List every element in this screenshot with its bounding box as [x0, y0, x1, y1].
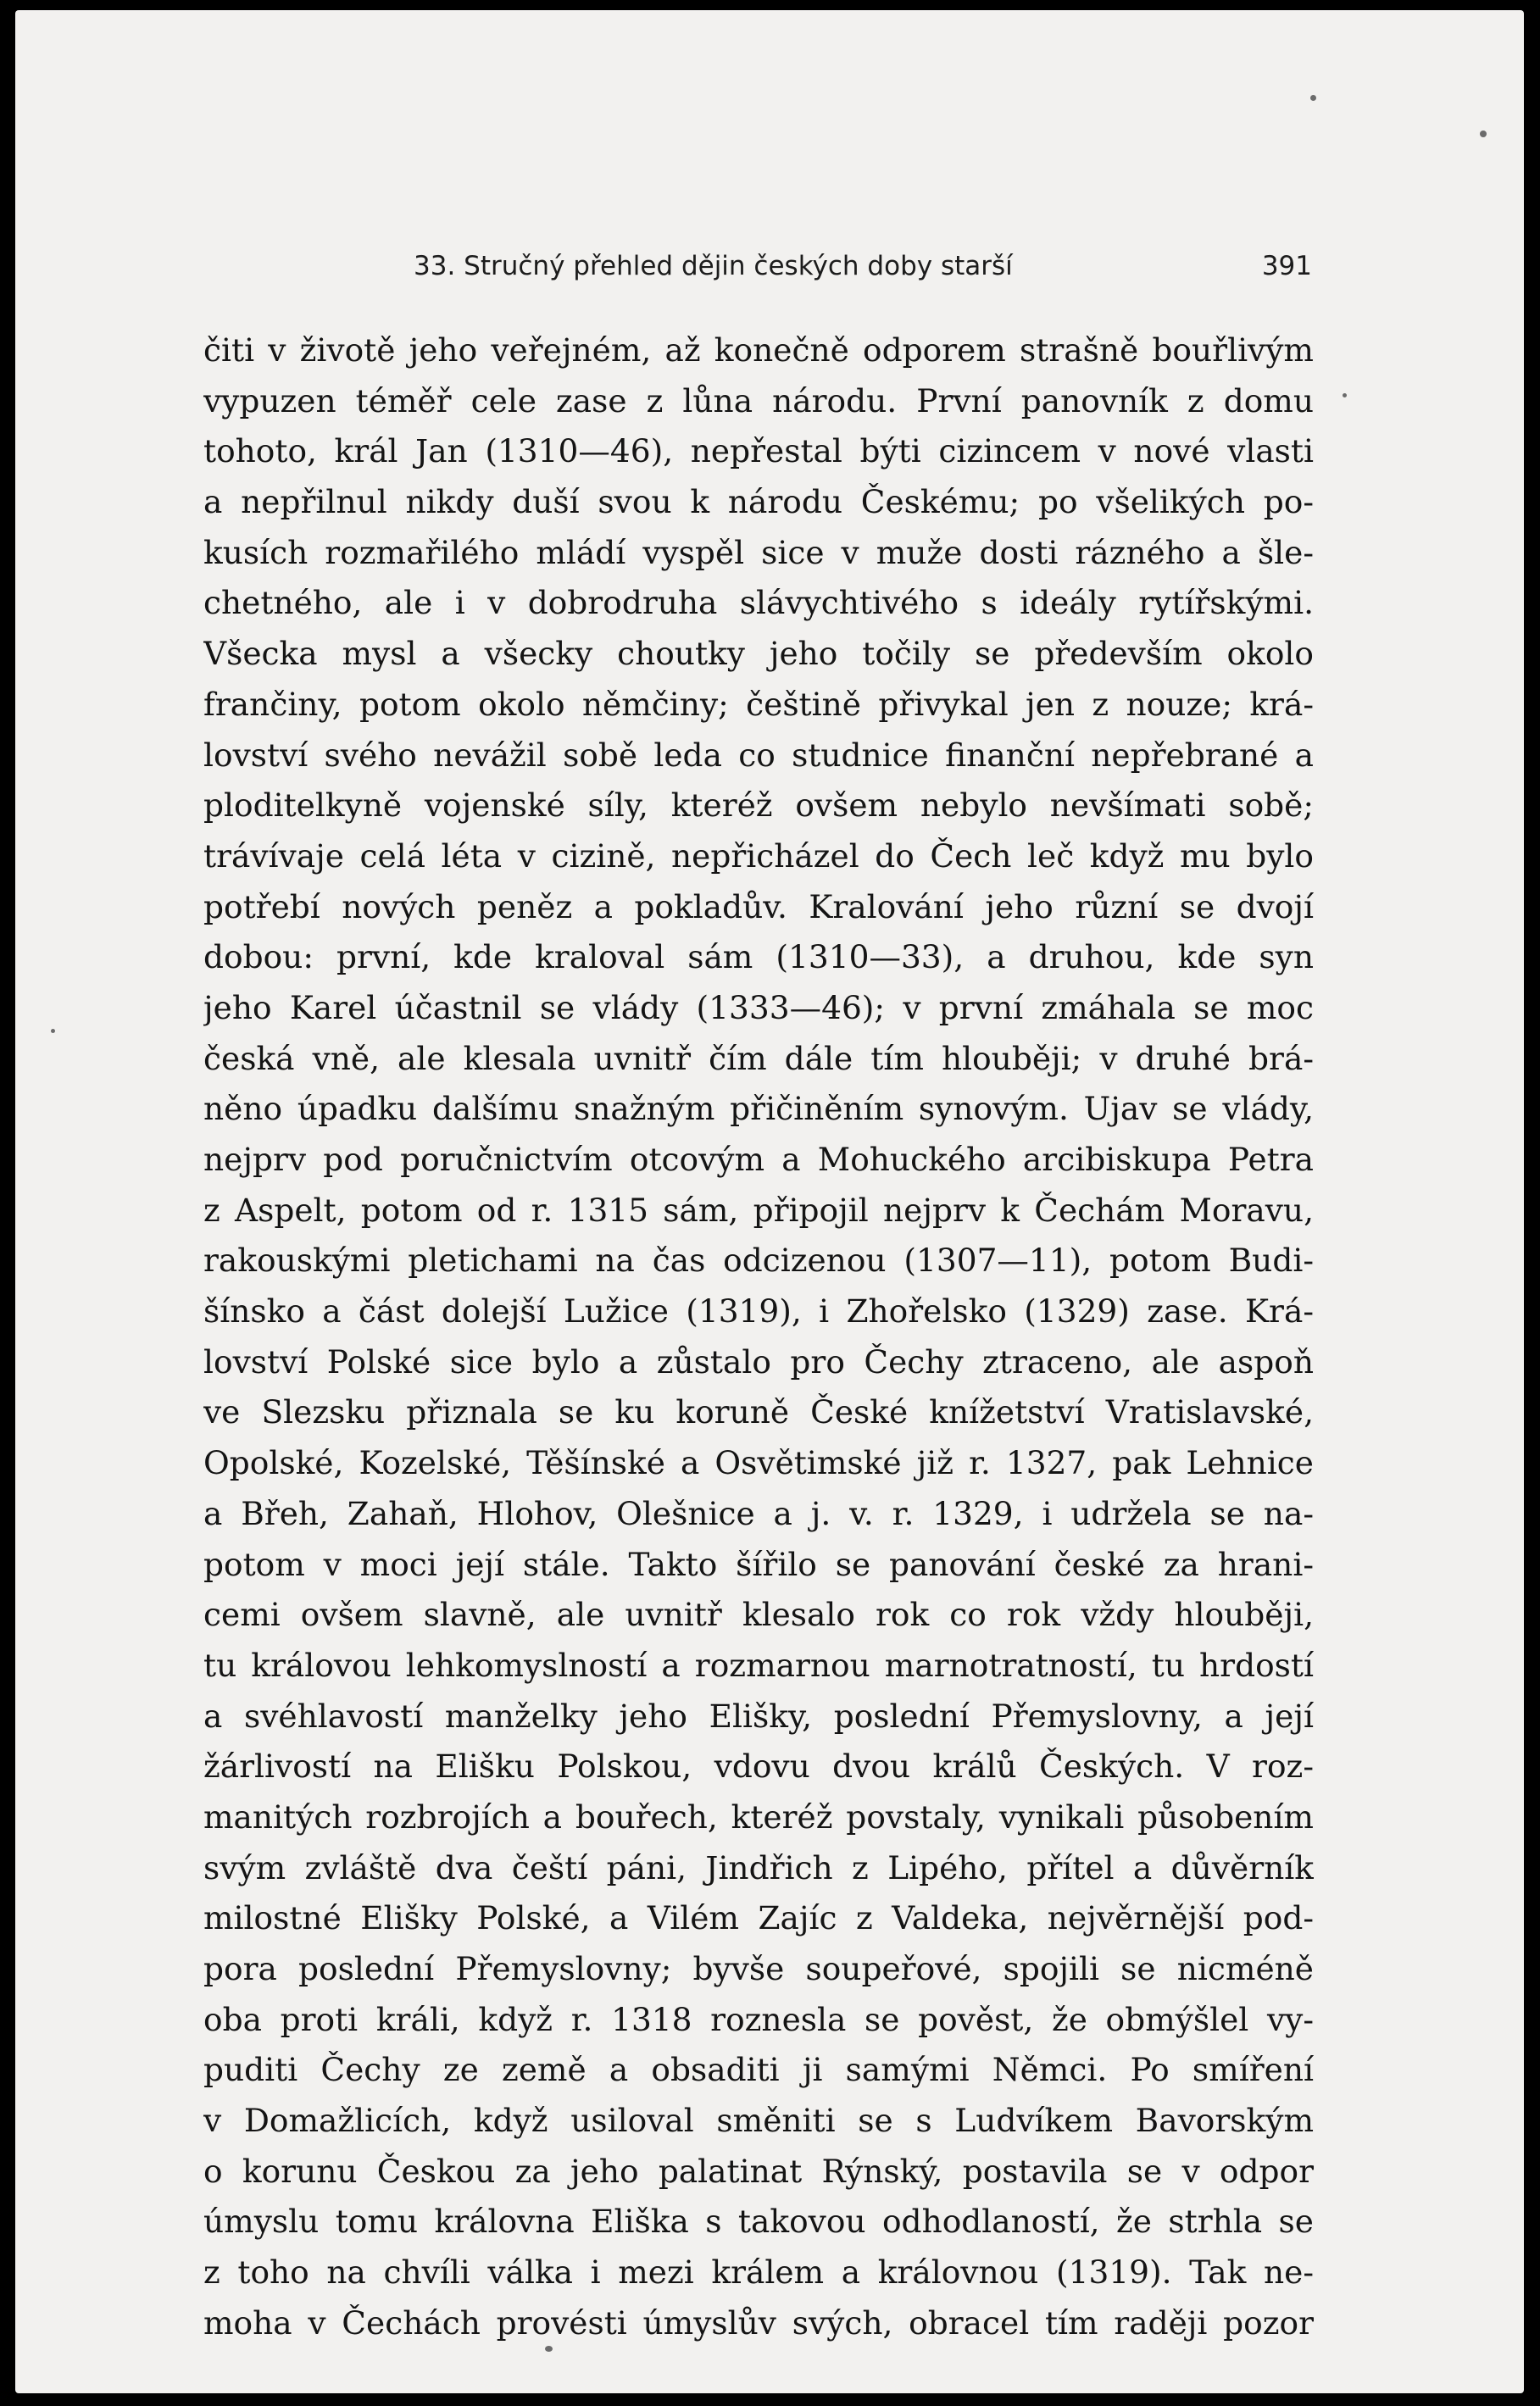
- scan-speck: [545, 2346, 553, 2352]
- text-line: a Břeh, Zahaň, Hlohov, Olešnice a j. v. r. 1329, i udržela se na-: [203, 1494, 1314, 1532]
- text-line: potřebí nových peněz a pokladův. Kralování jeho různí se dvojí: [203, 887, 1314, 925]
- text-line: z Aspelt, potom od r. 1315 sám, připojil nejprv k Čechám Moravu,: [203, 1191, 1314, 1229]
- scan-speck: [1343, 393, 1347, 397]
- text-line: milostné Elišky Polské, a Vilém Zajíc z Valdeka, nejvěrnější pod-: [203, 1899, 1314, 1937]
- text-line: o korunu Českou za jeho palatinat Rýnský, postavila se v odpor: [203, 2152, 1314, 2190]
- body-text: [203, 325, 1314, 2349]
- page-number: 391: [1261, 251, 1312, 281]
- text-line: a nepřilnul nikdy duší svou k národu Českému; po všelikých po-: [203, 483, 1314, 521]
- text-line: a svéhlavostí manželky jeho Elišky, poslední Přemyslovny, a její: [203, 1697, 1314, 1735]
- text-line: dobou: první, kde kraloval sám (1310—33), a druhou, kde syn: [203, 938, 1314, 976]
- text-line: svým zvláště dva čeští páni, Jindřich z Lipého, přítel a důvěrník: [203, 1848, 1314, 1886]
- text-line: něno úpadku dalšímu snažným přičiněním synovým. Ujav se vlády,: [203, 1090, 1314, 1128]
- text-line: tu královou lehkomyslností a rozmarnou marnotratností, tu hrdostí: [203, 1646, 1314, 1684]
- text-line: vypuzen téměř cele zase z lůna národu. První panovník z domu: [203, 381, 1314, 420]
- text-line: ve Slezsku přiznala se ku koruně České knížetství Vratislavské,: [203, 1393, 1314, 1431]
- text-line: Všecka mysl a všecky choutky jeho točily se především okolo: [203, 635, 1314, 673]
- text-line: trávívaje celá léta v cizině, nepřicházel do Čech leč když mu bylo: [203, 836, 1314, 875]
- text-line: rakouskými pletichami na čas odcizenou (1307—11), potom Budi-: [203, 1242, 1314, 1280]
- text-line: lovství Polské sice bylo a zůstalo pro Čechy ztraceno, ale aspoň: [203, 1342, 1314, 1381]
- chapter-title: 33. Stručný přehled dějin českých doby starší: [414, 251, 1013, 281]
- text-line: oba proti králi, když r. 1318 roznesla se pověst, že obmýšlel vy-: [203, 2000, 1314, 2038]
- text-line: šínsko a část dolejší Lužice (1319), i Zhořelsko (1329) zase. Krá-: [203, 1292, 1314, 1331]
- text-line: puditi Čechy ze země a obsaditi ji samými Němci. Po smíření: [203, 2051, 1314, 2089]
- text-line: manitých rozbrojích a bouřech, kteréž povstaly, vynikali působením: [203, 1798, 1314, 1836]
- text-line: Opolské, Kozelské, Těšínské a Osvětimské již r. 1327, pak Lehnice: [203, 1444, 1314, 1482]
- text-line: úmyslu tomu královna Eliška s takovou odhodlaností, že strhla se: [203, 2203, 1314, 2241]
- text-line: česká vně, ale klesala uvnitř čím dále tím hlouběji; v druhé brá-: [203, 1039, 1314, 1077]
- scan-speck: [1480, 131, 1487, 137]
- text-line: moha v Čechách provésti úmyslův svých, obracel tím raději pozor: [203, 2303, 1314, 2342]
- text-line: lovství svého nevážil sobě leda co studnice finanční nepřebrané a: [203, 736, 1314, 774]
- text-line: tohoto, král Jan (1310—46), nepřestal býti cizincem v nové vlasti: [203, 432, 1314, 470]
- book-page: [15, 10, 1524, 2393]
- scan-speck: [51, 1029, 55, 1033]
- text-line: potom v moci její stále. Takto šířilo se panování české za hrani-: [203, 1545, 1314, 1583]
- text-line: v Domažlicích, když usiloval směniti se s Ludvíkem Bavorským: [203, 2102, 1314, 2140]
- text-line: nejprv pod poručnictvím otcovým a Mohuckého arcibiskupa Petra: [203, 1141, 1314, 1178]
- text-line: čiti v životě jeho veřejném, až konečně odporem strašně bouřlivým: [203, 331, 1314, 369]
- text-line: cemi ovšem slavně, ale uvnitř klesalo rok co rok vždy hlouběji,: [203, 1596, 1314, 1634]
- text-line: pora poslední Přemyslovny; byvše soupeřové, spojili se nicméně: [203, 1950, 1314, 1987]
- running-head: [414, 251, 1312, 293]
- text-line: kusích rozmařilého mládí vyspěl sice v muže dosti rázného a šle-: [203, 533, 1314, 571]
- text-line: frančiny, potom okolo němčiny; češtině přivykal jen z nouze; krá-: [203, 685, 1314, 723]
- text-line: jeho Karel účastnil se vlády (1333—46); v první zmáhala se moc: [203, 988, 1314, 1026]
- text-line: ploditelkyně vojenské síly, kteréž ovšem nebylo nevšímati sobě;: [203, 786, 1314, 825]
- text-line: z toho na chvíli válka i mezi králem a královnou (1319). Tak ne-: [203, 2253, 1314, 2292]
- text-line: žárlivostí na Elišku Polskou, vdovu dvou králů Českých. V roz-: [203, 1748, 1314, 1786]
- scan-speck: [1310, 95, 1316, 101]
- text-line: chetného, ale i v dobrodruha slávychtivého s ideály rytířskými.: [203, 584, 1314, 622]
